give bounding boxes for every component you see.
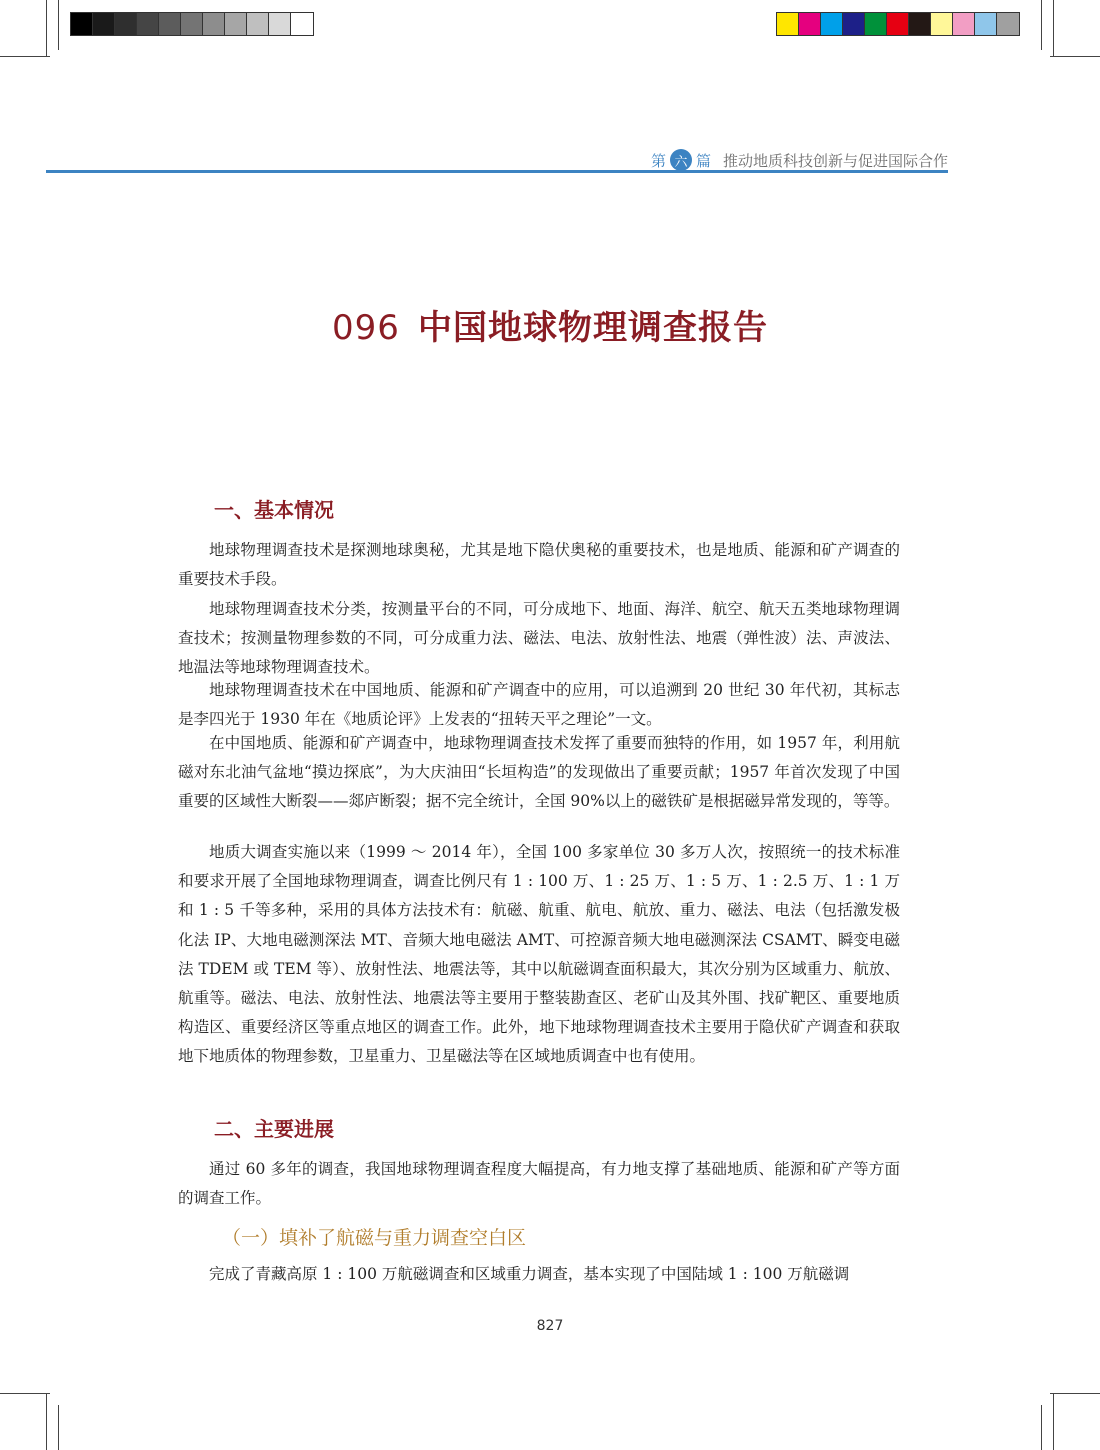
color-swatch [997, 13, 1019, 35]
color-swatch [887, 13, 909, 35]
paragraph: 地球物理调查技术是探测地球奥秘，尤其是地下隐伏奥秘的重要技术，也是地质、能源和矿产调查的重要技术手段。 [178, 541, 900, 589]
crop-mark-bottom-left-h [0, 1393, 50, 1394]
running-header [651, 148, 948, 172]
crop-mark-top-right-h [1050, 56, 1100, 57]
crop-mark-top-right-v [1053, 0, 1054, 56]
paragraph: 在中国地质、能源和矿产调查中，地球物理调查技术发挥了重要而独特的作用，如 1957 年，利用航磁对东北油气盆地“摸边探底”，为大庆油田“长垣构造”的发现做出了重要贡献；1957 年首次发现了中国重要的区域性大断裂——郯庐断裂；据不完全统计，全国 90%以上的磁铁矿是根据磁异常发现的，等等。 [178, 734, 900, 811]
color-swatch [865, 13, 887, 35]
crop-mark-bottom-right-h [1050, 1393, 1100, 1394]
color-swatch [291, 13, 313, 35]
color-swatch [203, 13, 225, 35]
color-swatch [269, 13, 291, 35]
chapter-number: 096 [332, 308, 400, 348]
section-heading-progress: 二、主要进展 [214, 1117, 334, 1141]
color-swatch [953, 13, 975, 35]
crop-mark-bottom-right-v2 [1041, 1405, 1042, 1450]
paragraph: 通过 60 多年的调查，我国地球物理调查程度大幅提高，有力地支撑了基础地质、能源和矿产等方面的调查工作。 [178, 1160, 900, 1208]
subsection-heading: （一）填补了航磁与重力调查空白区 [222, 1227, 527, 1249]
paragraph: 地球物理调查技术在中国地质、能源和矿产调查中的应用，可以追溯到 20 世纪 30 年代初，其标志是李四光于 1930 年在《地质论评》上发表的“扭转天平之理论”一文。 [178, 681, 900, 729]
part-prefix: 第 [650, 151, 666, 170]
chapter-title: 中国地球物理调查报告 [417, 308, 768, 348]
crop-mark-top-left-v2 [58, 0, 59, 50]
page-title [0, 300, 1100, 349]
color-swatch [931, 13, 953, 35]
color-swatch [909, 13, 931, 35]
color-calibration-bar [776, 12, 1020, 36]
part-title: 推动地质科技创新与促进国际合作 [722, 151, 948, 170]
section-heading-basic: 一、基本情况 [214, 498, 334, 522]
color-swatch [71, 13, 93, 35]
color-swatch [843, 13, 865, 35]
crop-mark-bottom-left-v2 [58, 1405, 59, 1450]
color-swatch [225, 13, 247, 35]
color-swatch [137, 13, 159, 35]
color-swatch [975, 13, 997, 35]
paragraph: 地球物理调查技术分类，按测量平台的不同，可分成地下、地面、海洋、航空、航天五类地球物理调查技术；按测量物理参数的不同，可分成重力法、磁法、电法、放射性法、地震（弹性波）法、声波法、地温法等地球物理调查技术。 [178, 600, 900, 677]
crop-mark-bottom-left-v [46, 1393, 47, 1450]
color-swatch [181, 13, 203, 35]
header-rule [46, 170, 948, 173]
grayscale-calibration-bar [70, 12, 314, 36]
page-number: 827 [536, 1318, 564, 1334]
crop-mark-bottom-right-v [1053, 1393, 1054, 1450]
crop-mark-top-left-v [46, 0, 47, 56]
color-swatch [115, 13, 137, 35]
color-swatch [821, 13, 843, 35]
part-number-badge: 六 [670, 149, 692, 171]
crop-mark-top-left-h [0, 56, 50, 57]
color-swatch [247, 13, 269, 35]
color-swatch [159, 13, 181, 35]
crop-mark-top-right-v2 [1041, 0, 1042, 50]
part-suffix: 篇 [695, 151, 711, 170]
paragraph: 地质大调查实施以来（1999 ～ 2014 年），全国 100 多家单位 30 多万人次，按照统一的技术标准和要求开展了全国地球物理调查，调查比例尺有 1 : 100 万、1 : 25 万、1 : 5 万、1 : 2.5 万、1 : 1 万和 1 : 5 千等多种，采用的具体方法技术有：航磁、航重、航电、航放、重力、磁法、电法（包括激发极化法 IP、大地电磁测深法 MT、音频大地电磁法 AMT、可控源音频大地电磁测深法 CSAMT、瞬变电磁法 TDEM 或 TEM 等）、放射性法、地震法等，其中以航磁调查面积最大，其次分别为区域重力、航放、航重等。磁法、电法、放射性法、地震法等主要用于整装勘查区、老矿山及其外围、找矿靶区、重要地质构造区、重要经济区等重点地区的调查工作。此外，地下地球物理调查技术主要用于隐伏矿产调查和获取地下地质体的物理参数，卫星重力、卫星磁法等在区域地质调查中也有使用。 [178, 843, 900, 1066]
color-swatch [777, 13, 799, 35]
color-swatch [799, 13, 821, 35]
color-swatch [93, 13, 115, 35]
paragraph: 完成了青藏高原 1 : 100 万航磁调查和区域重力调查，基本实现了中国陆域 1 : 100 万航磁调 [209, 1265, 850, 1283]
